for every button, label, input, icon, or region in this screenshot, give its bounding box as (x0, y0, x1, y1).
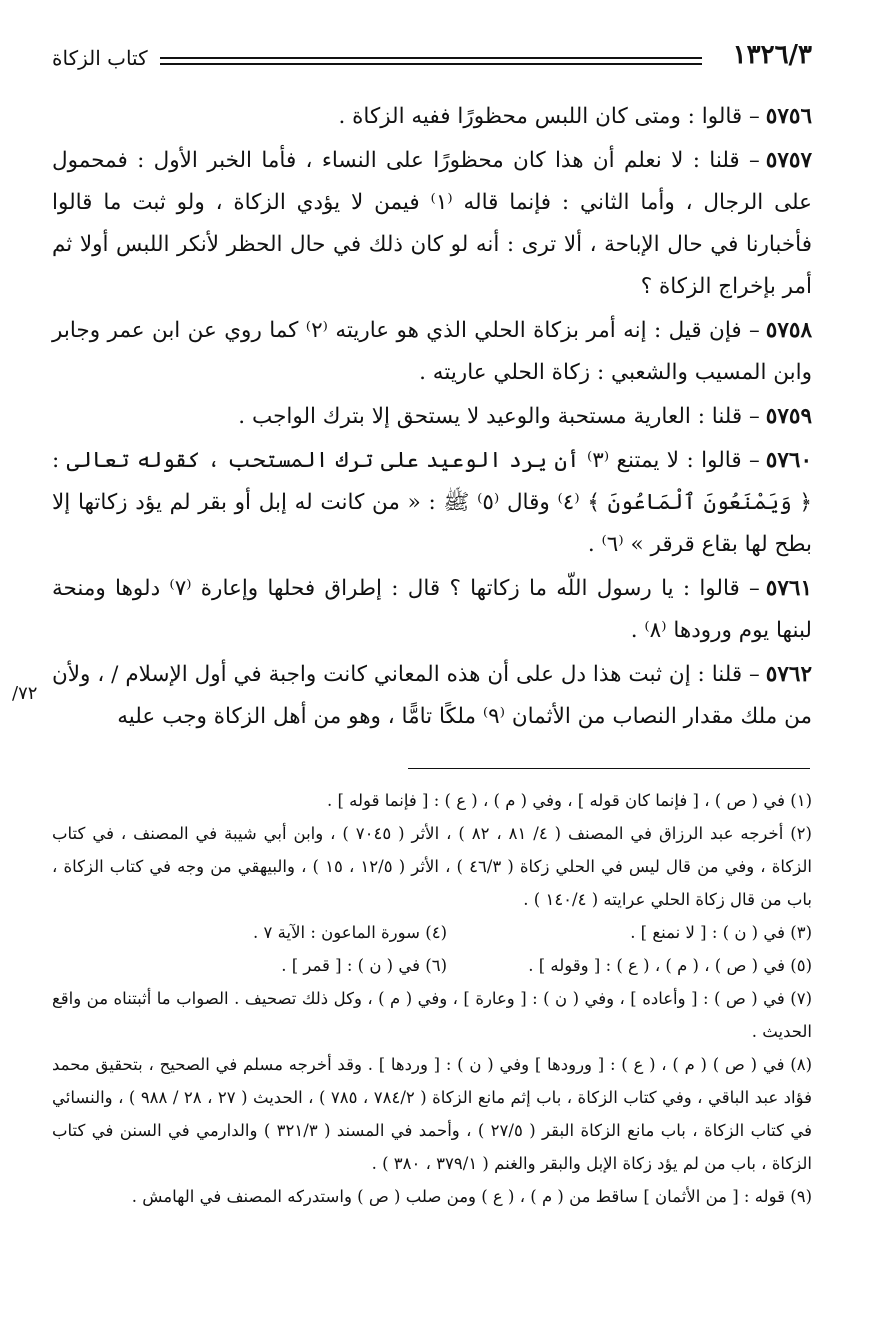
footnote-9: (٩) قوله : [ من الأثمان ] ساقط من ( م ) ، ( ع ) ومن صلب ( ص ) واستدركه المصنف في الهامش . (131, 1187, 812, 1206)
footnote-row-5-6 (52, 949, 812, 982)
section-title: كتاب الزكاة (52, 46, 148, 70)
paragraph-number: ٥٧٦٠ (765, 448, 812, 473)
paragraph-number: ٥٧٥٧ (765, 148, 812, 173)
paragraph-number: ٥٧٦٢ (765, 662, 812, 687)
footnote-4: (٤) سورة الماعون : الآية ٧ . (253, 923, 447, 942)
paragraph-5757 (52, 140, 812, 308)
paragraph-text: – قلنا : إن ثبت هذا دل على أن هذه المعاني كانت واجبة في أول الإسلام / ، ولأن من ملك مقدار النصاب من الأثمان ⁽٩⁾ ملكًا تامًّا ، وهو من أهل الزكاة وجب عليه (52, 662, 812, 729)
paragraph-text: – قلنا : لا نعلم أن هذا كان محظورًا على النساء ، فأما الخبر الأول : فمحمول على الرجال ، وأما الثاني : فإنما قاله ⁽١⁾ فيمن لا يؤدي الزكاة ، ولو ثبت ما قالوا فأخبارنا في حال الإباحة ، ألا ترى : أنه لو كان ذلك في حال الحظر لأنكر اللبس أولا ثم أمر بإخراج الزكاة ؟ (52, 148, 812, 299)
paragraph-text: – قالوا : لا يمتنع ⁽٣⁾ أن يرد الوعيد على ترك المستحب ، كقوله تعالى : ﴿ وَيَمْنَعُونَ ٱلْمَاعُونَ ﴾ ⁽٤⁾ وقال ⁽٥⁾ ﷺ : « من كانت له إبل أو بقر لم يؤد زكاتها إلا بطح لها بقاع قرقر » ⁽٦⁾ . (52, 448, 813, 557)
footnotes (52, 784, 812, 1213)
paragraph-number: ٥٧٥٩ (765, 404, 812, 429)
footnote-2: (٢) أخرجه عبد الرزاق في المصنف ( ٤/ ٨١ ، ٨٢ ) ، الأثر ( ٧٠٤٥ ) ، وابن أبي شيبة في المصنف ، في كتاب الزكاة ، وفي من قال ليس في الحلي زكاة ( ٤٦/٣ ) ، الأثر ( ١٢/٥ ، ١٥ ) ، والبيهقي من وجه في كتاب الزكاة ، باب من قال زكاة الحلي عرايته ( ١٤٠/٤ ) . (52, 824, 812, 909)
paragraph-text: – قالوا : ومتى كان اللبس محظورًا ففيه الزكاة . (338, 104, 760, 129)
paragraph-5759 (52, 396, 812, 438)
manuscript-folio-marker: /٧٢ (12, 683, 38, 704)
footnote-divider (408, 768, 810, 769)
footnote-5: (٥) في ( ص ) ، ( م ) ، ( ع ) : [ وقوله ] . (528, 956, 812, 975)
paragraph-5760 (52, 440, 812, 566)
paragraph-5761 (52, 568, 812, 652)
paragraph-number: ٥٧٦١ (765, 576, 812, 601)
header-rule (160, 57, 702, 65)
footnote-8: (٨) في ( ص ) ( م ) ، ( ع ) : [ ورودها ] وفي ( ن ) : [ وردها ] . وقد أخرجه مسلم في الصحيح ، بتحقيق محمد فؤاد عبد الباقي ، وفي كتاب الزكاة ، باب إثم مانع الزكاة ( ٧٨٤/٢ ، ٧٨٥ ) ، الحديث ( ٢٧ ، ٢٨ / ٩٨٨ ) ، والنسائي في كتاب الزكاة ، باب مانع الزكاة البقر ( ٢٧/٥ ) ، وأحمد في المسند ( ٣٢١/٣ ) والدارمي في السنن في كتاب الزكاة ، باب من لم يؤد زكاة الإبل والبقر والغنم ( ٣٧٩/١ ، ٣٨٠ ) . (52, 1055, 812, 1173)
paragraph-5756 (52, 96, 812, 138)
paragraph-text: – قالوا : يا رسول اللّه ما زكاتها ؟ قال : إطراق فحلها وإعارة ⁽٧⁾ دلوها ومنحة لبنها يوم ورودها ⁽٨⁾ . (52, 576, 812, 643)
paragraph-text: – فإن قيل : إنه أمر بزكاة الحلي الذي هو عاريته ⁽٢⁾ كما روي عن ابن عمر وجابر وابن المسيب والشعبي : زكاة الحلي عاريته . (52, 318, 812, 385)
paragraph-number: ٥٧٥٦ (765, 104, 812, 129)
paragraph-number: ٥٧٥٨ (765, 318, 812, 343)
main-text (52, 96, 812, 740)
footnote-1: (١) في ( ص ) ، [ فإنما كان قوله ] ، وفي ( م ) ، ( ع ) : [ فإنما قوله ] . (327, 791, 812, 810)
footnote-row-3-4 (52, 916, 812, 949)
paragraph-text: – قلنا : العارية مستحبة والوعيد لا يستحق إلا بترك الواجب . (238, 404, 760, 429)
footnote-3: (٣) في ( ن ) : [ لا نمنع ] . (630, 923, 812, 942)
paragraph-5762 (52, 654, 812, 738)
page-number: ١٣٢٦/٣ (732, 40, 812, 70)
page-header (52, 40, 812, 84)
paragraph-5758 (52, 310, 812, 394)
footnote-6: (٦) في ( ن ) : [ قمر ] . (281, 956, 447, 975)
footnote-7: (٧) في ( ص ) : [ وأعاده ] ، وفي ( ن ) : [ وعارة ] ، وفي ( م ) ، وكل ذلك تصحيف . الصواب ما أثبتناه من واقع الحديث . (52, 989, 812, 1041)
